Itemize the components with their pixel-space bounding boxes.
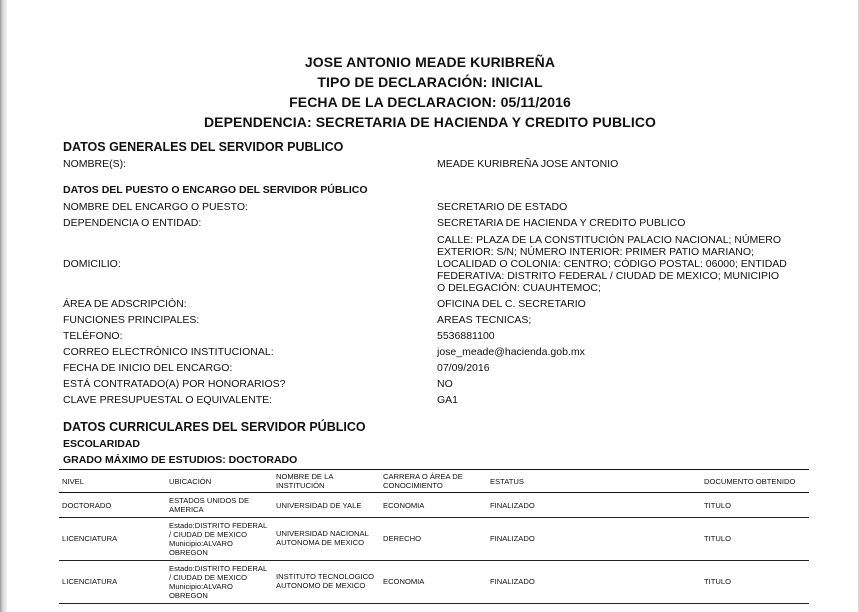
field-value: SECRETARIA DE HACIENDA Y CREDITO PUBLICO (437, 217, 686, 229)
declaration-date: FECHA DE LA DECLARACION: 05/11/2016 (289, 94, 571, 110)
table-cell: UNIVERSIDAD DE YALE (276, 501, 362, 510)
table-cell: FINALIZADO (490, 577, 535, 586)
table-cell: FINALIZADO (490, 501, 535, 510)
section-title-puesto: DATOS DEL PUESTO O ENCARGO DEL SERVIDOR PÚBLICO (63, 184, 368, 196)
table-cell: DERECHO (383, 534, 421, 543)
field-label: TELÉFONO: (63, 330, 123, 342)
table-row (59, 561, 809, 604)
table-cell: Estado:DISTRITO FEDERAL / CIUDAD DE MEXICO Municipio:ALVARO OBREGON (169, 521, 267, 557)
column-header-institucion: NOMBRE DE LA INSTITUCIÓN (276, 472, 333, 490)
column-header-estatus: ESTATUS (490, 477, 524, 486)
table-cell: TITULO (704, 534, 732, 543)
table-cell: INSTITUTO TECNOLOGICO AUTONOMO DE MEXICO (276, 572, 375, 590)
escolaridad-label: ESCOLARIDAD (63, 438, 141, 450)
column-header-documento: DOCUMENTO OBTENIDO (704, 477, 796, 486)
field-label: ÁREA DE ADSCRIPCIÓN: (63, 298, 187, 310)
column-header-nivel: NIVEL (62, 477, 84, 486)
escolaridad-table (59, 469, 809, 604)
field-label: FECHA DE INICIO DEL ENCARGO: (63, 362, 233, 374)
field-label: ESTÁ CONTRATADO(A) POR HONORARIOS? (63, 378, 286, 390)
field-value: 5536881100 (437, 330, 495, 342)
table-header-row (59, 469, 809, 493)
grado-maximo-label: GRADO MÁXIMO DE ESTUDIOS: DOCTORADO (63, 454, 298, 466)
field-value: CALLE: PLAZA DE LA CONSTITUCIÓN PALACIO NACIONAL; NÚMERO EXTERIOR: S/N; NÚMERO INTERIOR: PRIMER PATIO MARIANO; LOCALIDAD O COLONIA: CENTRO; CÓDIGO POSTAL: 06000; ENTIDAD FEDERATIVA: DISTRITO FEDERAL / CIUDAD DE MEXICO; MUNICIPIO O DELEGACIÓN: CUAUHTEMOC; (437, 234, 787, 294)
table-cell: Estado:DISTRITO FEDERAL / CIUDAD DE MEXICO Municipio:ALVARO OBREGON (169, 564, 267, 600)
field-value: MEADE KURIBREÑA JOSE ANTONIO (437, 158, 619, 170)
column-header-carrera: CARRERA O ÁREA DE CONOCIMIENTO (383, 472, 463, 490)
table-cell: LICENCIATURA (62, 577, 118, 586)
column-header-ubicacion: UBICACIÓN (169, 477, 212, 486)
table-cell: LICENCIATURA (62, 534, 118, 543)
table-cell: TITULO (704, 577, 732, 586)
field-label: NOMBRE DEL ENCARGO O PUESTO: (63, 201, 248, 213)
field-value: OFICINA DEL C. SECRETARIO (437, 298, 586, 310)
field-value: AREAS TECNICAS; (437, 314, 532, 326)
field-value: GA1 (437, 394, 459, 406)
field-value: 07/09/2016 (437, 362, 490, 374)
table-cell: ECONOMIA (383, 577, 425, 586)
field-label: CLAVE PRESUPUESTAL O EQUIVALENTE: (63, 394, 273, 406)
table-row (59, 518, 809, 561)
table-cell: TITULO (704, 501, 732, 510)
declarant-name: JOSE ANTONIO MEADE KURIBREÑA (304, 54, 556, 70)
field-label: DEPENDENCIA O ENTIDAD: (63, 217, 202, 229)
table-row (59, 493, 809, 518)
section-title-curriculares: DATOS CURRICULARES DEL SERVIDOR PÚBLICO (63, 420, 366, 434)
declaration-dependency: DEPENDENCIA: SECRETARIA DE HACIENDA Y CREDITO PUBLICO (203, 114, 657, 130)
table-cell: ESTADOS UNIDOS DE AMERICA (169, 496, 250, 514)
table-cell: ECONOMIA (383, 501, 425, 510)
section-title-generales: DATOS GENERALES DEL SERVIDOR PUBLICO (63, 140, 344, 154)
field-value: NO (437, 378, 453, 390)
table-cell: DOCTORADO (62, 501, 112, 510)
declaration-header (0, 52, 860, 132)
declaration-type: TIPO DE DECLARACIÓN: INICIAL (317, 74, 543, 90)
table-cell: FINALIZADO (490, 534, 535, 543)
field-value: SECRETARIO DE ESTADO (437, 201, 568, 213)
field-value: jose_meade@hacienda.gob.mx (437, 346, 585, 358)
table-cell: UNIVERSIDAD NACIONAL AUTONOMA DE MEXICO (276, 529, 369, 547)
field-label: CORREO ELECTRÓNICO INSTITUCIONAL: (63, 346, 274, 358)
field-label: DOMICILIO: (63, 258, 121, 270)
field-label: FUNCIONES PRINCIPALES: (63, 314, 200, 326)
field-label: NOMBRE(S): (63, 158, 126, 170)
